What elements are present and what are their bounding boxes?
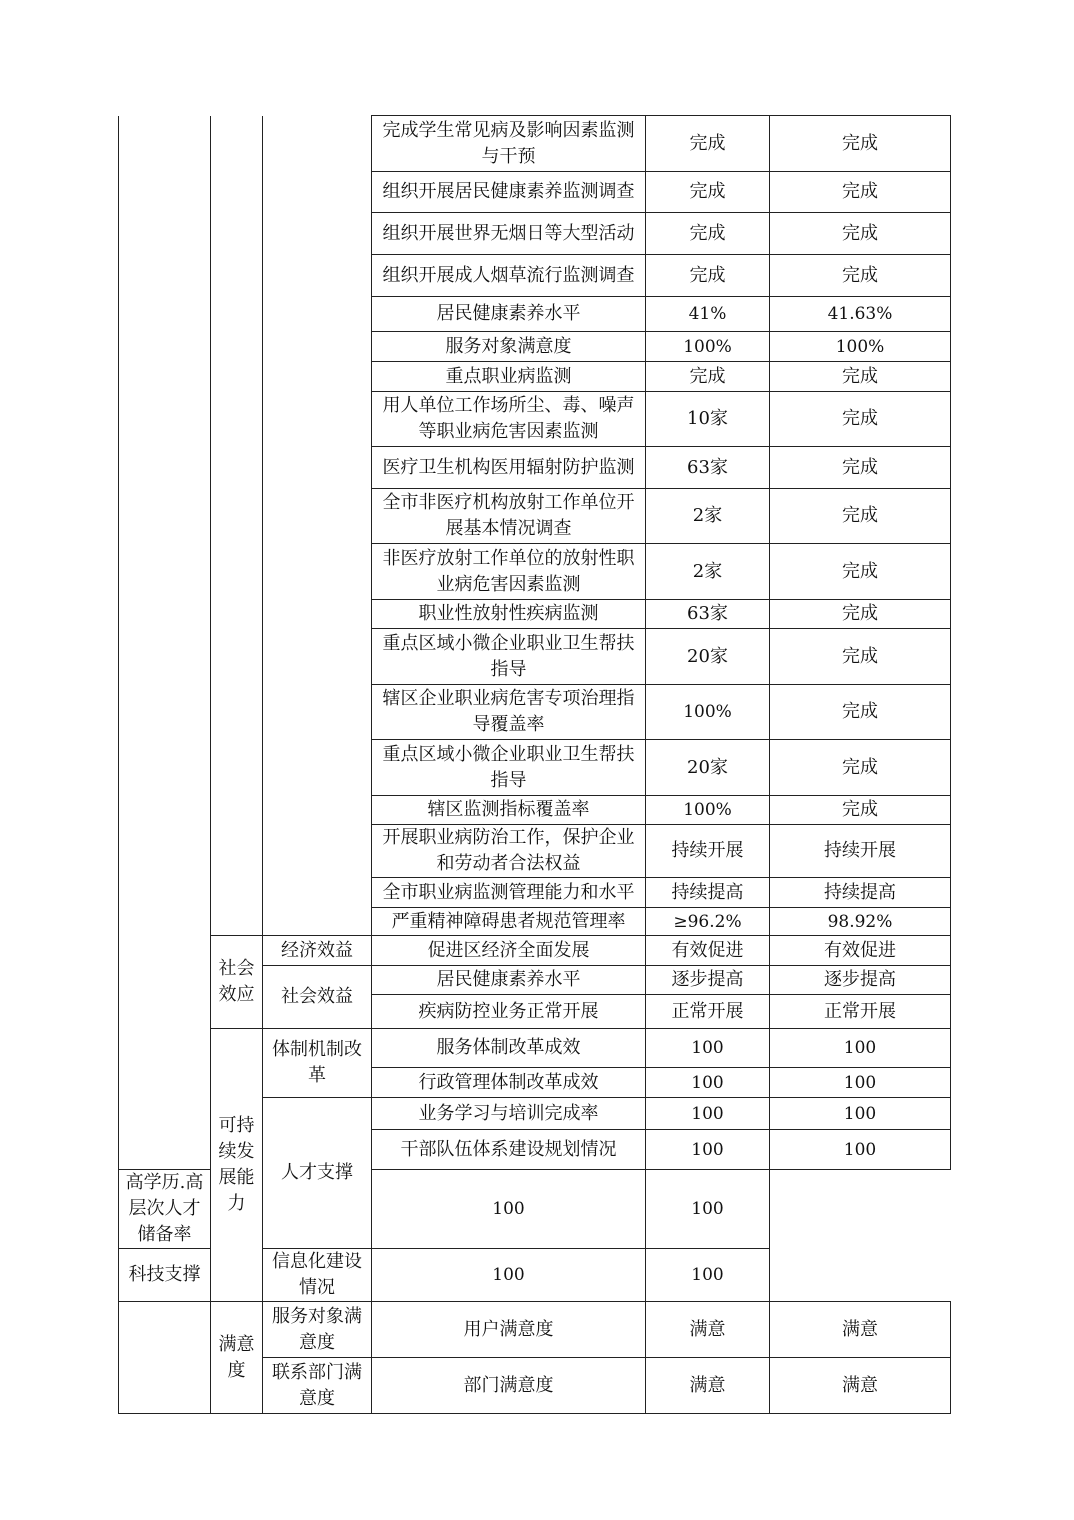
indicator-cell: 全市职业病监测管理能力和水平 (372, 878, 646, 908)
target-cell: 100 (646, 1098, 770, 1130)
target-cell: 完成 (646, 362, 770, 392)
actual-cell: 完成 (770, 544, 951, 600)
actual-cell: 完成 (770, 796, 951, 825)
indicator-cell: 完成学生常见病及影响因素监测与干预 (372, 116, 646, 172)
subcategory-dept-satisfaction: 联系部门满意度 (263, 1358, 372, 1414)
target-cell: 20家 (646, 629, 770, 685)
subcategory-tech-support: 科技支撑 (119, 1249, 211, 1302)
actual-cell: 逐步提高 (770, 966, 951, 995)
actual-cell: 完成 (770, 629, 951, 685)
indicator-cell: 开展职业病防治工作，保护企业和劳动者合法权益 (372, 825, 646, 878)
actual-cell: 有效促进 (770, 936, 951, 966)
indicator-cell: 辖区企业职业病危害专项治理指导覆盖率 (372, 685, 646, 740)
category-sustainable-development: 可持续发展能力 (211, 1029, 263, 1302)
actual-cell: 100 (646, 1170, 770, 1249)
actual-cell: 100 (646, 1249, 770, 1302)
target-cell: 逐步提高 (646, 966, 770, 995)
target-cell: 100 (646, 1029, 770, 1068)
target-cell: 完成 (646, 116, 770, 172)
target-cell: 满意 (646, 1358, 770, 1414)
target-cell: 63家 (646, 447, 770, 489)
actual-cell: 完成 (770, 489, 951, 544)
indicator-cell: 职业性放射性疾病监测 (372, 600, 646, 629)
indicator-cell: 行政管理体制改革成效 (372, 1068, 646, 1098)
indicator-cell: 部门满意度 (372, 1358, 646, 1414)
level1-blank-cell (119, 1302, 211, 1414)
target-cell: 2家 (646, 489, 770, 544)
actual-cell: 100 (770, 1029, 951, 1068)
target-cell: 41% (646, 297, 770, 332)
target-cell: 完成 (646, 213, 770, 255)
actual-cell: 完成 (770, 362, 951, 392)
indicator-cell: 重点区域小微企业职业卫生帮扶指导 (372, 629, 646, 685)
actual-cell: 100 (770, 1130, 951, 1170)
target-cell: 100% (646, 332, 770, 362)
target-cell: ≥96.2% (646, 908, 770, 936)
level1-blank-cell (119, 116, 211, 1170)
actual-cell: 满意 (770, 1358, 951, 1414)
indicator-cell: 干部队伍体系建设规划情况 (372, 1130, 646, 1170)
target-cell: 有效促进 (646, 936, 770, 966)
indicator-cell: 组织开展居民健康素养监测调查 (372, 172, 646, 213)
subcategory-service-satisfaction: 服务对象满意度 (263, 1302, 372, 1358)
indicator-cell: 信息化建设情况 (263, 1249, 372, 1302)
indicator-cell: 高学历.高层次人才储备率 (119, 1170, 211, 1249)
actual-cell: 100 (770, 1098, 951, 1130)
actual-cell: 完成 (770, 255, 951, 297)
target-cell: 100 (372, 1249, 646, 1302)
subcategory-talent-support: 人才支撑 (263, 1098, 372, 1249)
subcategory-social-benefit: 社会效益 (263, 966, 372, 1029)
target-cell: 完成 (646, 255, 770, 297)
indicator-cell: 辖区监测指标覆盖率 (372, 796, 646, 825)
indicator-cell: 居民健康素养水平 (372, 297, 646, 332)
target-cell: 2家 (646, 544, 770, 600)
target-cell: 100% (646, 685, 770, 740)
actual-cell: 满意 (770, 1302, 951, 1358)
table-row (119, 1302, 951, 1358)
actual-cell: 完成 (770, 447, 951, 489)
target-cell: 20家 (646, 740, 770, 796)
actual-cell: 完成 (770, 116, 951, 172)
actual-cell: 完成 (770, 600, 951, 629)
indicator-cell: 服务对象满意度 (372, 332, 646, 362)
target-cell: 63家 (646, 600, 770, 629)
actual-cell: 持续提高 (770, 878, 951, 908)
target-cell: 100% (646, 796, 770, 825)
target-cell: 正常开展 (646, 995, 770, 1029)
subcategory-economic-benefit: 经济效益 (263, 936, 372, 966)
actual-cell: 98.92% (770, 908, 951, 936)
target-cell: 10家 (646, 392, 770, 447)
level3-blank-cell (263, 116, 372, 936)
indicator-cell: 重点职业病监测 (372, 362, 646, 392)
target-cell: 100 (372, 1170, 646, 1249)
category-social-effect: 社会效应 (211, 936, 263, 1029)
actual-cell: 完成 (770, 172, 951, 213)
indicator-cell: 组织开展世界无烟日等大型活动 (372, 213, 646, 255)
actual-cell: 正常开展 (770, 995, 951, 1029)
target-cell: 持续开展 (646, 825, 770, 878)
actual-cell: 完成 (770, 740, 951, 796)
subcategory-institutional-reform: 体制机制改革 (263, 1029, 372, 1098)
indicator-cell: 医疗卫生机构医用辐射防护监测 (372, 447, 646, 489)
target-cell: 完成 (646, 172, 770, 213)
performance-indicator-table (118, 115, 951, 1414)
indicator-cell: 服务体制改革成效 (372, 1029, 646, 1068)
indicator-cell: 非医疗放射工作单位的放射性职业病危害因素监测 (372, 544, 646, 600)
table-row (119, 116, 951, 172)
table-row (119, 1029, 951, 1068)
target-cell: 满意 (646, 1302, 770, 1358)
target-cell: 100 (646, 1068, 770, 1098)
actual-cell: 41.63% (770, 297, 951, 332)
indicator-cell: 严重精神障碍患者规范管理率 (372, 908, 646, 936)
actual-cell: 完成 (770, 685, 951, 740)
indicator-cell: 全市非医疗机构放射工作单位开展基本情况调查 (372, 489, 646, 544)
target-cell: 100 (646, 1130, 770, 1170)
indicator-cell: 促进区经济全面发展 (372, 936, 646, 966)
indicator-cell: 重点区域小微企业职业卫生帮扶指导 (372, 740, 646, 796)
indicator-cell: 用户满意度 (372, 1302, 646, 1358)
indicator-cell: 居民健康素养水平 (372, 966, 646, 995)
indicator-cell: 疾病防控业务正常开展 (372, 995, 646, 1029)
actual-cell: 完成 (770, 213, 951, 255)
indicator-cell: 用人单位工作场所尘、毒、噪声等职业病危害因素监测 (372, 392, 646, 447)
target-cell: 持续提高 (646, 878, 770, 908)
table-row (119, 936, 951, 966)
level2-blank-cell (211, 116, 263, 936)
actual-cell: 持续开展 (770, 825, 951, 878)
indicator-cell: 业务学习与培训完成率 (372, 1098, 646, 1130)
category-satisfaction: 满意度 (211, 1302, 263, 1414)
indicator-cell: 组织开展成人烟草流行监测调查 (372, 255, 646, 297)
actual-cell: 100% (770, 332, 951, 362)
actual-cell: 完成 (770, 392, 951, 447)
actual-cell: 100 (770, 1068, 951, 1098)
